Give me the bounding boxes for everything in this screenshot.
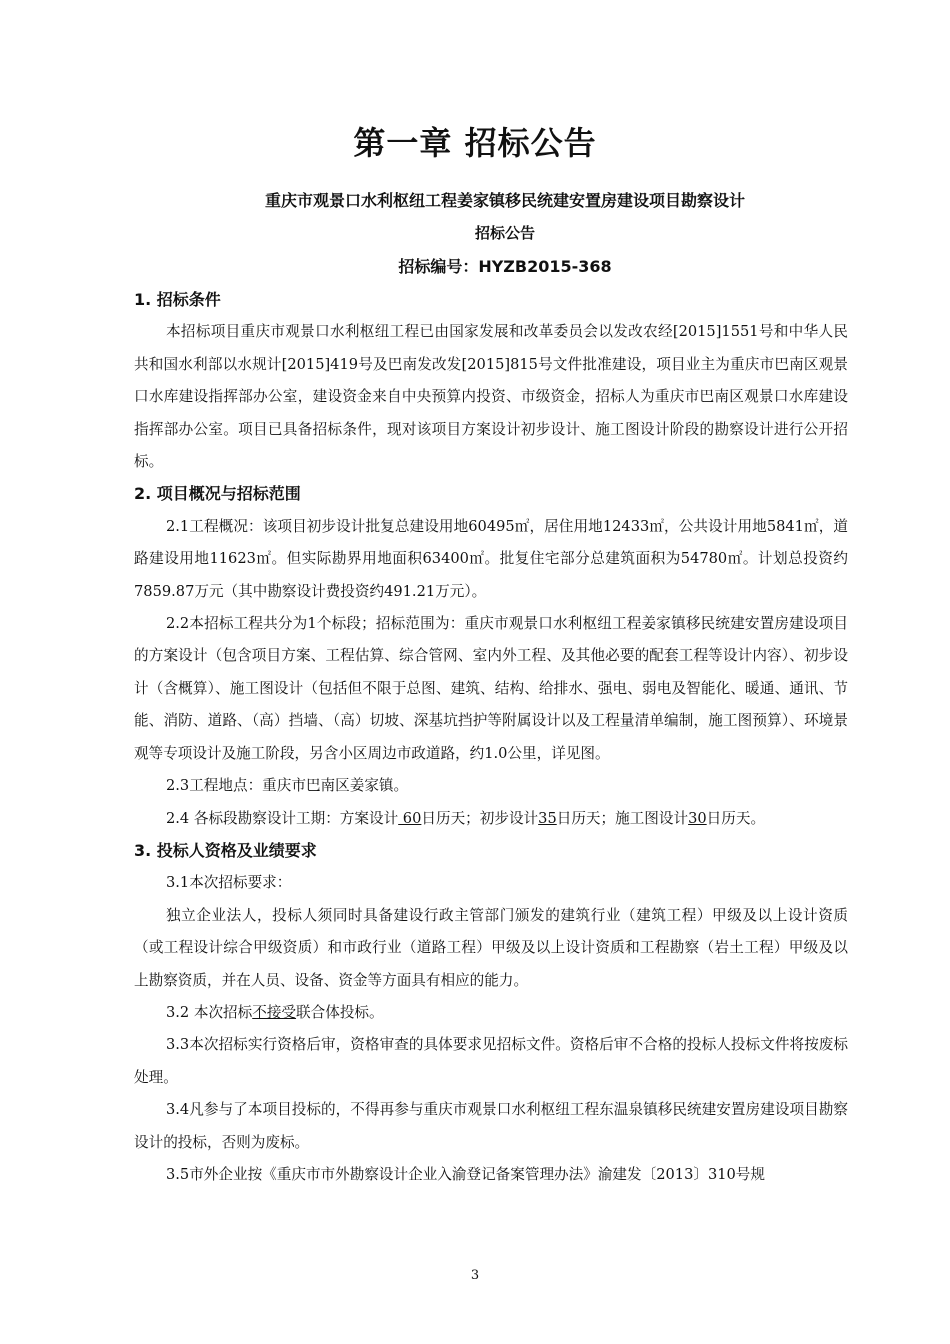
- preliminary-days: 35: [538, 809, 557, 827]
- text: 日历天。: [706, 809, 766, 827]
- section-3-1-paragraph: 3.1本次招标要求：: [166, 874, 292, 892]
- section-3-heading: 3. 投标人资格及业绩要求: [134, 840, 317, 860]
- text: 3.2 本次招标: [166, 1003, 253, 1021]
- section-2-4-paragraph: [134, 803, 848, 835]
- section-3-1-detail: 独立企业法人，投标人须同时具备建设行政主管部门颁发的建筑行业（建筑工程）甲级及以上设计资质（或工程设计综合甲级资质）和市政行业（道路工程）甲级及以上设计资质和工程勘察（岩土工程）甲级及以上勘察资质，并在人员、设备、资金等方面具有相应的能力。: [134, 906, 848, 989]
- chapter-title: 第一章 招标公告: [353, 124, 597, 162]
- section-2-3-paragraph: 2.3工程地点：重庆市巴南区姜家镇。: [166, 777, 409, 795]
- not-accepted-text: 不接受: [252, 1003, 297, 1021]
- text: 日历天；施工图设计: [556, 809, 689, 827]
- text: 联合体投标。: [296, 1003, 384, 1021]
- section-1-heading: 1. 招标条件: [134, 290, 221, 309]
- scheme-days: 60: [398, 809, 422, 827]
- notice-title: 招标公告: [474, 224, 535, 242]
- text: 日历天；初步设计: [421, 809, 539, 827]
- section-3-2-paragraph: [134, 997, 848, 1029]
- construction-drawing-days: 30: [688, 809, 707, 827]
- section-3-3-paragraph: 3.3本次招标实行资格后审，资格审查的具体要求见招标文件。资格后审不合格的投标人投标文件将按废标处理。: [134, 1036, 848, 1086]
- section-2-heading: 2. 项目概况与招标范围: [134, 484, 301, 504]
- text: 2.4 各标段勘察设计工期：方案设计: [166, 809, 399, 827]
- section-1-paragraph: 本招标项目重庆市观景口水利枢纽工程已由国家发展和改革委员会以发改农经[2015]1551号和中华人民共和国水利部以水规计[2015]419号及巴南发改发[2015]815号文件批准建设，项目业主为重庆市巴南区观景口水库建设指挥部办公室，建设资金来自中央预算内投资、市级资金，招标人为重庆市巴南区观景口水库建设指挥部办公室。项目已具备招标条件，现对该项目方案设计初步设计、施工图设计阶段的勘察设计进行公开招标。: [134, 323, 848, 471]
- tender-number: 招标编号：HYZB2015-368: [398, 257, 612, 276]
- section-2-2-paragraph: 2.2本招标工程共分为1个标段；招标范围为：重庆市观景口水利枢纽工程姜家镇移民统建安置房建设项目的方案设计（包含项目方案、工程估算、综合管网、室内外工程、及其他必要的配套工程等设计内容）、初步设计（含概算）、施工图设计（包括但不限于总图、建筑、结构、给排水、强电、弱电及智能化、暖通、通讯、节能、消防、道路、（高）挡墙、（高）切坡、深基坑挡护等附属设计以及工程量清单编制，施工图预算）、环境景观等专项设计及施工阶段，另含小区周边市政道路，约1.0公里，详见图。: [134, 615, 848, 762]
- project-title: 重庆市观景口水利枢纽工程姜家镇移民统建安置房建设项目勘察设计: [264, 191, 745, 210]
- section-2-1-paragraph: 2.1工程概况：该项目初步设计批复总建设用地60495㎡，居住用地12433㎡，公共设计用地5841㎡，道路建设用地11623㎡。但实际勘界用地面积63400㎡。批复住宅部分总建筑面积为54780㎡。计划总投资约7859.87万元（其中勘察设计费投资约491.21万元）。: [134, 517, 848, 600]
- section-3-5-paragraph: 3.5市外企业按《重庆市市外勘察设计企业入渝登记备案管理办法》渝建发〔2013〕310号规: [166, 1165, 765, 1183]
- document-body: [134, 284, 848, 1191]
- section-3-4-paragraph: 3.4凡参与了本项目投标的，不得再参与重庆市观景口水利枢纽工程东温泉镇移民统建安置房建设项目勘察设计的投标，否则为废标。: [134, 1101, 848, 1151]
- page-number: 3: [470, 1268, 480, 1283]
